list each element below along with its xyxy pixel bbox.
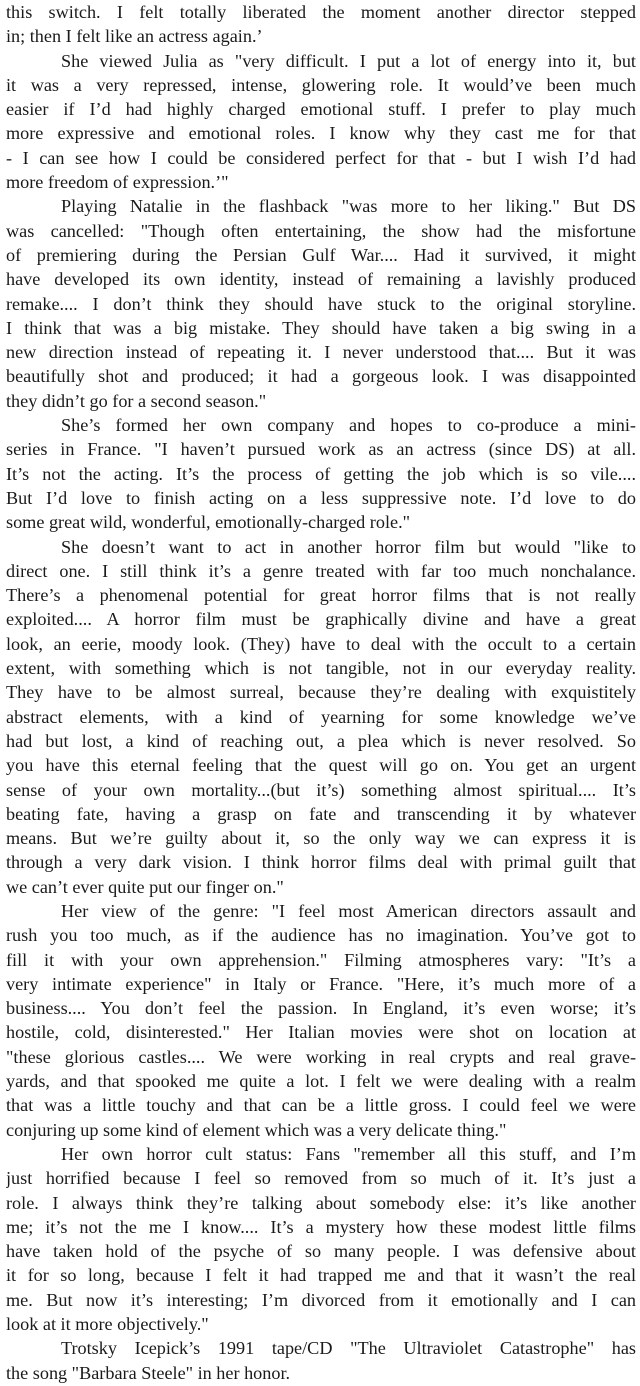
text-line: look, an eerie, moody look. (They) have to deal with the occult to a certain (6, 633, 636, 654)
text-line: "these glorious castles.... We were working in real crypts and real grave- (6, 1046, 636, 1067)
text-line: They have to be almost surreal, because they’re dealing with exquistitely (6, 682, 636, 703)
text-line: series in France. "I haven’t pursued work as an actress (since DS) at all. (6, 439, 636, 460)
text-line: new direction instead of repeating it. I never understood that.... But it was (6, 342, 636, 363)
text-line: Her own horror cult status: Fans "remember all this stuff, and I’m (61, 1143, 636, 1164)
text-line: just horrified because I feel so removed from so much of it. It’s just a (6, 1168, 636, 1189)
text-line: in; then I felt like an actress again.’ (6, 26, 263, 47)
text-line: It’s not the acting. It’s the process of getting the job which is so vile.... (6, 463, 636, 484)
text-line: means. But we’re guilty about it, so the only way we can express it is (6, 828, 636, 849)
text-line: they didn’t go for a second season." (6, 390, 267, 411)
text-line: more freedom of expression.’" (6, 172, 229, 193)
paragraph (6, 413, 636, 534)
text-line: business.... You don’t feel the passion. In England, it’s even worse; it’s (6, 998, 636, 1019)
text-line: you have this eternal feeling that the quest will go on. You get an urgent (6, 755, 636, 776)
text-line: beautifully shot and produced; it had a gorgeous look. I was disappointed (6, 366, 636, 387)
text-line: Playing Natalie in the flashback "was more to her liking." But DS (61, 196, 636, 217)
text-line: it for so long, because I felt it had trapped me and that it wasn’t the real (6, 1265, 636, 1286)
text-line: the song "Barbara Steele" in her honor. (6, 1362, 291, 1383)
paragraph (6, 899, 636, 1142)
text-line: had but lost, a kind of reaching out, a plea which is never resolved. So (6, 730, 636, 751)
text-line: was cancelled: "Though often entertaining, the show had the misfortune (6, 220, 636, 241)
text-line: role. I always think they’re talking about somebody else: it’s like another (6, 1192, 636, 1213)
text-line: fill it with your own apprehension." Filming atmospheres vary: "It’s a (6, 949, 636, 970)
text-line: Trotsky Icepick’s 1991 tape/CD "The Ultraviolet Catastrophe" has (61, 1338, 636, 1359)
text-line: more expressive and emotional roles. I know why they cast me for that (6, 123, 636, 144)
paragraph (6, 194, 636, 413)
text-line: Her view of the genre: "I feel most American directors assault and (61, 900, 636, 921)
text-line: through a very dark vision. I think horror films deal with primal guilt that (6, 852, 636, 873)
text-line: some great wild, wonderful, emotionally-charged role." (6, 512, 411, 533)
paragraph (6, 1142, 636, 1336)
text-line: hostile, cold, disinterested." Her Italian movies were shot on location at (6, 1022, 636, 1043)
text-line: of premiering during the Persian Gulf War.... Had it survived, it might (6, 244, 636, 265)
text-line: yards, and that spooked me quite a lot. I felt we were dealing with a realm (6, 1071, 636, 1092)
text-line: direct one. I still think it’s a genre treated with far too much nonchalance. (6, 560, 636, 581)
article-page (6, 0, 636, 1385)
text-line: - I can see how I could be considered perfect for that - but I wish I’d had (6, 147, 636, 168)
text-line: She’s formed her own company and hopes to co-produce a mini- (61, 415, 636, 436)
text-line: very intimate experience" in Italy or France. "Here, it’s much more of a (6, 973, 636, 994)
text-line: easier if I’d had highly charged emotional stuff. I prefer to play much (6, 99, 636, 120)
text-line: rush you too much, as if the audience has no imagination. You’ve got to (6, 925, 636, 946)
paragraph (6, 1336, 636, 1385)
text-line: beating fate, having a grasp on fate and transcending it by whatever (6, 803, 636, 824)
text-line: have taken hold of the psyche of so many people. I was defensive about (6, 1241, 636, 1262)
text-line: abstract elements, with a kind of yearning for some knowledge we’ve (6, 706, 636, 727)
text-line: we can’t ever quite put our finger on." (6, 876, 284, 897)
text-line: look at it more objectively." (6, 1314, 209, 1335)
paragraph (6, 49, 636, 195)
text-line: She doesn’t want to act in another horror film but would "like to (61, 536, 636, 557)
text-line: exploited.... A horror film must be graphically divine and have a great (6, 609, 636, 630)
text-line: that was a little touchy and that can be a little gross. I could feel we were (6, 1095, 636, 1116)
text-line: this switch. I felt totally liberated the moment another director stepped (6, 2, 636, 22)
text-line: me; it’s not the me I know.... It’s a mystery how these modest little films (6, 1216, 636, 1237)
text-line: sense of your own mortality...(but it’s) something almost spiritual.... It’s (6, 779, 636, 800)
text-line: me. But now it’s interesting; I’m divorced from it emotionally and I can (6, 1289, 636, 1310)
text-line: it was a very repressed, intense, glowering role. It would’ve been much (6, 74, 636, 95)
text-line: I think that was a big mistake. They should have taken a big swing in a (6, 317, 636, 338)
text-line: have developed its own identity, instead of remaining a lavishly produced (6, 269, 636, 290)
text-line: She viewed Julia as "very difficult. I put a lot of energy into it, but (61, 50, 636, 71)
text-line: conjuring up some kind of element which was a very delicate thing." (6, 1119, 507, 1140)
text-line: But I’d love to finish acting on a less suppressive note. I’d love to do (6, 487, 636, 508)
paragraph (6, 0, 636, 49)
text-line: extent, with something which is not tangible, not in our everyday reality. (6, 658, 636, 679)
text-line: There’s a phenomenal potential for great horror films that is not really (6, 585, 636, 606)
paragraph (6, 535, 636, 899)
text-line: remake.... I don’t think they should have stuck to the original storyline. (6, 293, 636, 314)
